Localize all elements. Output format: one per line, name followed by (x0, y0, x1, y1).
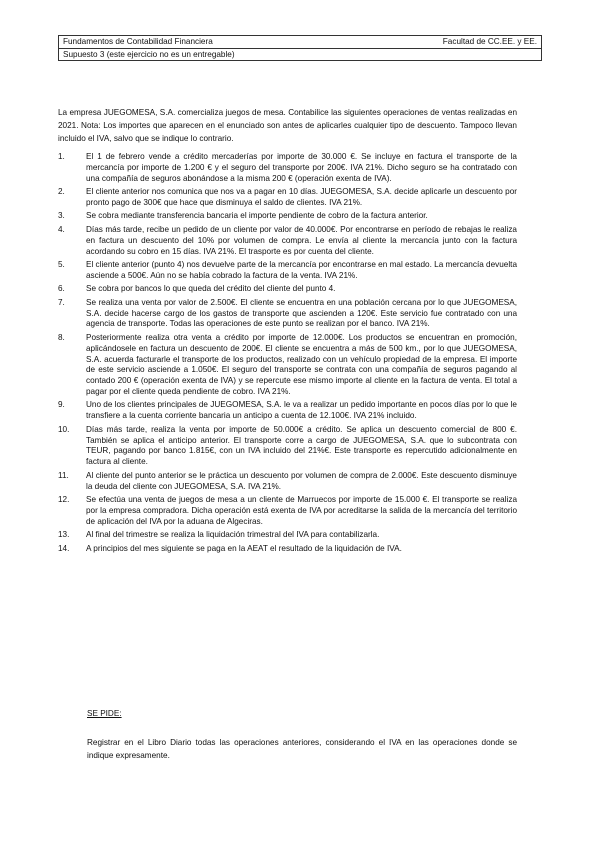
intro-paragraph: La empresa JUEGOMESA, S.A. comercializa juegos de mesa. Contabilice las siguientes operaciones de ventas realizadas en 2021. Nota: Los importes que aparecen en el enunciado son antes de aplicarles cualquier tipo de descuento. Tampoco llevan incluido el IVA, salvo que se indique lo contrario. (58, 108, 517, 144)
list-item (58, 471, 517, 493)
list-item (58, 225, 517, 258)
item-number: 2. (58, 187, 65, 197)
faculty-name: Facultad de CC.EE. y EE. (442, 37, 537, 46)
header-row-top (59, 36, 541, 48)
list-item (58, 152, 517, 185)
item-number: 10. (58, 424, 70, 434)
item-text: Se cobra mediante transferencia bancaria el importe pendiente de cobro de la factura anterior. (86, 211, 428, 221)
item-text: Uno de los clientes principales de JUEGOMESA, S.A. le va a realizar un pedido importante en pocos días por lo que le transfiere a la cuenta corriente bancaria un anticipo a cuenta de 12.100€. IVA 21% incluido. (86, 400, 517, 421)
item-number: 14. (58, 543, 70, 553)
list-item (58, 284, 517, 295)
item-text: El 1 de febrero vende a crédito mercaderías por importe de 30.000 €. Se incluye en factura el transporte de la mercancía por importe de 1.200 € y el seguro del transporte por 200€. IVA 21%. Dicho seguro se ha contratado con una compañía de seguros abonándose a la misma 200 € (operación exenta de IVA). (86, 152, 517, 183)
item-number: 6. (58, 284, 65, 294)
list-item (58, 211, 517, 222)
se-pide-heading: SE PIDE: (87, 709, 122, 718)
item-number: 9. (58, 400, 65, 410)
item-text: Días más tarde, recibe un pedido de un cliente por valor de 40.000€. Por encontrarse en período de rebajas le realiza en factura un descuento del 10% por volumen de compra. Le envía al cliente la mercancía junto con la factura acordando su cobro en 15 días. IVA 21%. El trasporte es por cuenta del cliente. (86, 224, 517, 256)
item-text: El cliente anterior (punto 4) nos devuelve parte de la mercancía por encontrarse en mal estado. La mercancía devuelta asciende a 500€. Aún no se había cobrado la factura de la venta. IVA 21%. (86, 259, 517, 280)
item-text: Se cobra por bancos lo que queda del crédito del cliente del punto 4. (86, 284, 336, 294)
list-item (58, 530, 517, 541)
item-number: 7. (58, 297, 65, 307)
list-item (58, 425, 517, 468)
list-item (58, 187, 517, 209)
task-paragraph: Registrar en el Libro Diario todas las operaciones anteriores, considerando el IVA en las operaciones donde se indique expresamente. (87, 738, 517, 761)
list-item (58, 400, 517, 422)
header-box (58, 35, 542, 61)
list-item (58, 495, 517, 528)
item-number: 13. (58, 530, 70, 540)
item-number: 11. (58, 470, 69, 480)
item-text: Días más tarde, realiza la venta por importe de 50.000€ a crédito. Se aplica un descuento comercial de 800 €. También se aplica el anticipo anterior. El transporte corre a cargo de JUEGOMESA, S.A. que lo subcontrata con TEUR, pagando por banco 1.815€, con un IVA incluido del 21%€. Este transporte es repercutido adicionalmente en factura al cliente. (86, 424, 517, 467)
item-number: 12. (58, 495, 70, 504)
operations-list (58, 152, 517, 557)
item-number: 1. (58, 152, 65, 161)
item-number: 3. (58, 211, 65, 221)
item-text: Se realiza una venta por valor de 2.500€. El cliente se encuentra en una población cercana por lo que JUEGOMESA, S.A. decide hacerse cargo de los gastos de transporte que ascienden a 120€. Este servicio fue contratado con una agencia de transporte. Todas las operaciones de este punto se realizan por el banco. IVA 21%. (86, 297, 517, 329)
list-item (58, 298, 517, 331)
item-number: 4. (58, 224, 65, 234)
list-item (58, 544, 517, 555)
item-text: Posteriormente realiza otra venta a crédito por importe de 12.000€. Los productos se encuentran en promoción, aplicándosele en factura un descuento de 200€. El cliente se encuentra a más de 500 km., por lo que JUEGOMESA, S.A. acuerda facturarle el transporte de los productos, realizado con un vehículo propiedad de la empresa. El importe de este servicio asciende a 1.050€. El seguro del transporte se contrata con una compañía de seguros pagando al contado 200 € (operación exenta de IVA) y se repercute ese mismo importe al cliente en la factura de venta. El total a pagar por el cliente queda pendiente de cobro. IVA 21%. (86, 332, 517, 397)
item-text: Al cliente del punto anterior se le práctica un descuento por volumen de compra de 2.000€. Este descuento disminuye la deuda del cliente con JUEGOMESA, S.A. IVA 21%. (86, 470, 517, 491)
item-text: El cliente anterior nos comunica que nos va a pagar en 10 días. JUEGOMESA, S.A. decide aplicarle un descuento por pronto pago de 300€ que hace que disminuya el saldo de clientes. IVA 21%. (86, 187, 517, 207)
header-row-bottom (59, 48, 541, 61)
item-text: A principios del mes siguiente se paga en la AEAT el resultado de la liquidación de IVA. (86, 543, 402, 553)
course-title: Fundamentos de Contabilidad Financiera (63, 37, 213, 46)
item-number: 8. (58, 332, 65, 342)
list-item (58, 333, 517, 398)
item-text: Se efectúa una venta de juegos de mesa a un cliente de Marruecos por importe de 15.000 €. El transporte se realiza por la empresa compradora. Dicha operación está exenta de IVA por acreditarse la salida de la mercancía del territorio de aplicación del IVA por la aduana de Algeciras. (86, 495, 517, 526)
list-item (58, 260, 517, 282)
item-number: 5. (58, 259, 65, 269)
exercise-subtitle: Supuesto 3 (este ejercicio no es un entregable) (63, 49, 235, 59)
item-text: Al final del trimestre se realiza la liquidación trimestral del IVA para contabilizarla. (86, 530, 380, 540)
